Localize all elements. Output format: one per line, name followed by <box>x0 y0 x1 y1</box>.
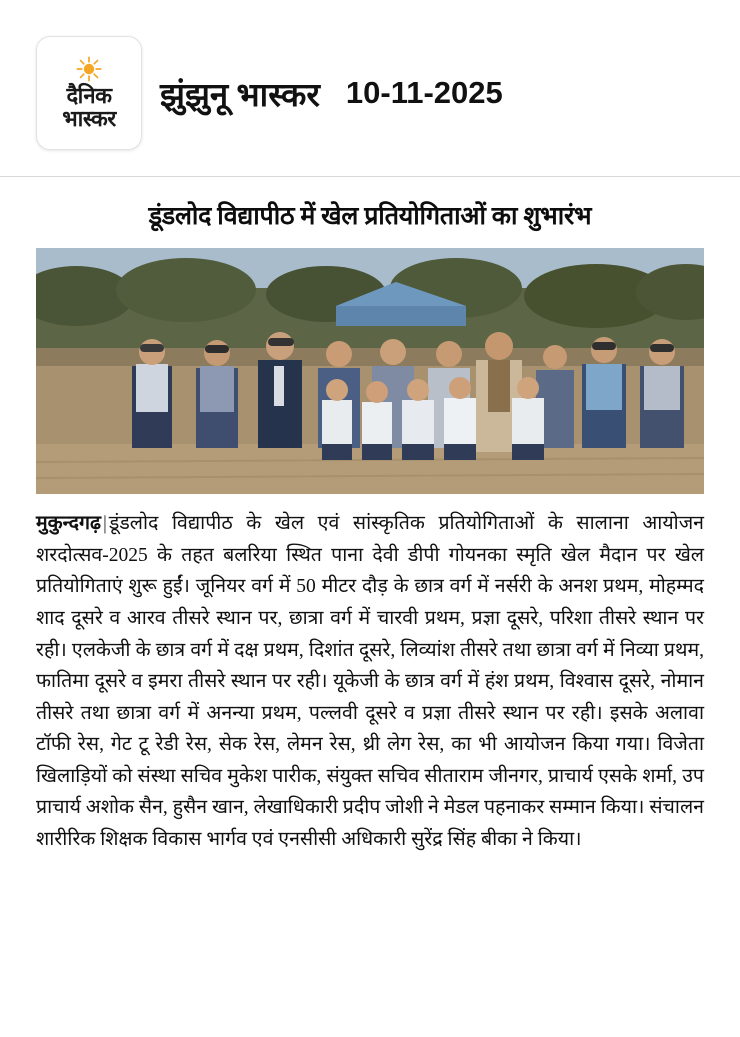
article <box>0 177 740 856</box>
sun-icon <box>76 56 102 82</box>
article-body-text: डूंडलोद विद्यापीठ के खेल एवं सांस्कृतिक प्रतियोगिताओं के सालाना आयोजन शरदोत्सव-2025 के तहत बलरिया स्थित पाना देवी डीपी गोयनका स्मृति खेल मैदान पर खेल प्रतियोगिताएं शुरू हुईं। जूनियर वर्ग में 50 मीटर दौड़ के छात्र वर्ग में नर्सरी के अनश प्रथम, मोहम्मद शाद दूसरे व आरव तीसरे स्थान पर, छात्रा वर्ग में चारवी प्रथम, प्रज्ञा दूसरे, परिशा तीसरे स्थान पर रही। एलकेजी के छात्र वर्ग में दक्ष प्रथम, दिशांत दूसरे, लिव्यांश तीसरे तथा छात्रा वर्ग में निव्या प्रथम, फातिमा दूसरे व इमरा तीसरे स्थान पर रही। यूकेजी के छात्र वर्ग में हंश प्रथम, विश्वास दूसरे, नोमान तीसरे तथा छात्रा वर्ग में अनन्या प्रथम, पल्लवी दूसरे व प्रज्ञा तीसरे स्थान पर रही। इसके अलावा टॉफी रेस, गेट टू रेडी रेस, सेक रेस, लेमन रेस, थ्री लेग रेस, का भी आयोजन किया गया। विजेता खिलाड़ियों को संस्था सचिव मुकेश पारीक, संयुक्त सचिव सीताराम जीनगर, प्राचार्य एसके शर्मा, उप प्राचार्य अशोक सैन, हुसैन खान, लेखाधिकारी प्रदीप जोशी ने मेडल पहनाकर सम्मान किया। संचालन शारीरिक शिक्षक विकास भार्गव एवं एनसीसी अधिकारी सुरेंद्र सिंह बीका ने किया। <box>36 513 704 851</box>
page-header <box>0 0 740 172</box>
article-photo <box>36 248 704 494</box>
edition-title: झुंझुनू भास्कर <box>160 77 320 114</box>
logo-line-1: दैनिक <box>66 82 112 108</box>
article-body <box>36 508 704 855</box>
logo-line-2: भास्कर <box>62 106 116 131</box>
article-byline: मुकुन्दगढ़ <box>36 513 101 535</box>
edition-date: 10-11-2025 <box>345 75 503 110</box>
byline-separator: | <box>102 513 107 535</box>
article-headline: डूंडलोद विद्यापीठ में खेल प्रतियोगिताओं का शुभारंभ <box>148 203 592 230</box>
group-photo-illustration <box>36 248 704 494</box>
dainik-bhaskar-logo <box>36 36 142 150</box>
